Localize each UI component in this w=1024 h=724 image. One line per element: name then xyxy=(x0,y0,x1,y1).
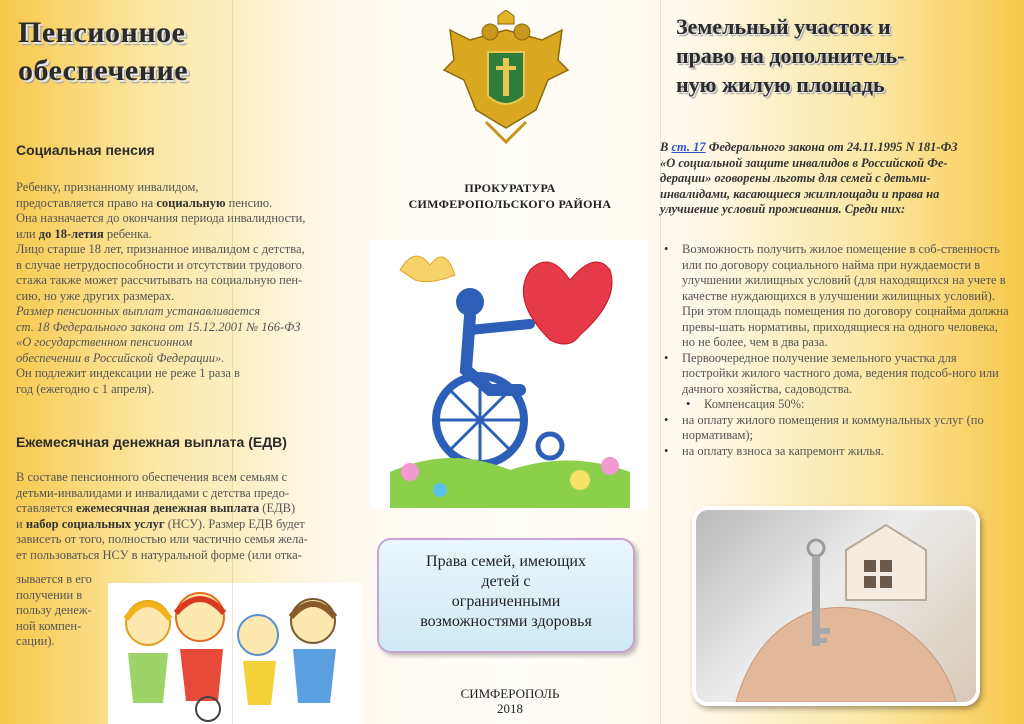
wheelchair-heart-illustration xyxy=(370,240,648,508)
text-line: детьми-инвалидами и инвалидами с детства предо- xyxy=(16,485,290,500)
pension-title: Пенсионное обеспечение xyxy=(18,16,189,87)
text-line: стажа также может рассчитывать на социальную пен- xyxy=(16,273,303,287)
text-line: или до 18-летия ребенка. xyxy=(16,226,152,241)
text-line: сации). xyxy=(16,634,55,648)
box-line: возможностями здоровья xyxy=(420,613,592,630)
text-line: ставляется ежемесячная денежная выплата (ЕДВ) xyxy=(16,501,296,515)
fold-line xyxy=(232,0,233,724)
text-line: Размер пенсионных выплат устанавливается xyxy=(16,304,261,318)
prosecutor-emblem-icon xyxy=(440,10,572,150)
middle-panel xyxy=(360,0,660,724)
social-pension-heading: Социальная пенсия xyxy=(16,142,155,158)
list-item: • на оплату взноса за капремонт жилья. xyxy=(660,444,1012,460)
text-line: год (ежегодно с 1 апреля). xyxy=(16,381,155,396)
text-line: Он подлежит индексации не реже 1 раза в xyxy=(16,366,240,380)
city-name: СИМФЕРОПОЛЬ xyxy=(460,686,560,701)
box-line: детей с xyxy=(481,573,531,590)
city-year xyxy=(360,686,660,716)
land-title: Земельный участок и право на дополнитель- ную жилую площадь xyxy=(676,14,905,97)
edv-heading: Ежемесячная денежная выплата (ЕДВ) xyxy=(16,434,287,450)
text-line: улучшение условий проживания. Среди них: xyxy=(660,202,906,216)
house-key-photo xyxy=(692,506,980,706)
text-line: инвалидами, касающиеся жилплощади и права на xyxy=(660,186,940,201)
text-line: пользу денеж- xyxy=(16,603,92,617)
text-line: получении в xyxy=(16,587,83,602)
children-drawing-image xyxy=(108,583,362,724)
text-line: Она назначается до окончания периода инвалидности, xyxy=(16,211,306,225)
left-panel xyxy=(0,0,360,724)
box-line: ограниченными xyxy=(451,593,561,610)
law-intro xyxy=(660,140,1010,218)
text-line: сию, но уже других размерах. xyxy=(16,288,175,303)
text-line: в случае нетрудоспособности и отсутствии трудового xyxy=(16,257,303,272)
text-line: В ст. 17 Федерального закона от 24.11.1995 N 181-ФЗ xyxy=(660,140,958,154)
list-item: • Компенсация 50%: xyxy=(660,397,1012,413)
text-line: Лицо старше 18 лет, признанное инвалидом с детства, xyxy=(16,242,305,256)
text-line: ной компен- xyxy=(16,618,82,633)
text-line: Ребенку, признанному инвалидом, xyxy=(16,180,199,194)
text-line: дерации» оговорены льготы для семей с детьми- xyxy=(660,171,931,185)
list-item: • Возможность получить жилое помещение в соб-ственность или по договору социального найма при нуждаемости в улучшении жилищных условий (для находящихся на учете в качестве нуждающихся в улучшении жилищных условий). При этом площадь помещения по договору соцнайма должна превы-шать нормативы, приходящиеся на одного человека, но не более, чем в два раза. xyxy=(660,242,1012,351)
box-line: Права семей, имеющих xyxy=(426,553,586,570)
text-line: «О государственном пенсионном xyxy=(16,335,193,349)
organization-name xyxy=(360,180,660,212)
social-pension-text xyxy=(16,180,356,397)
rights-title-box xyxy=(377,538,635,653)
benefits-list xyxy=(660,242,1012,459)
text-line: «О социальной защите инвалидов в Российской Фе- xyxy=(660,155,948,170)
text-line: В составе пенсионного обеспечения всем семьям с xyxy=(16,470,288,484)
text-line: ет пользоваться НСУ в натуральной форме (или отка- xyxy=(16,547,302,562)
edv-text-continued xyxy=(16,572,106,650)
org-line: СИМФЕРОПОЛЬСКОГО РАЙОНА xyxy=(408,197,612,211)
text-line: зависеть от того, полностью или частично семья жела- xyxy=(16,532,308,546)
edv-text xyxy=(16,470,356,563)
org-line: ПРОКУРАТУРА xyxy=(464,181,556,195)
right-panel xyxy=(660,0,1024,724)
list-item: • на оплату жилого помещения и коммунальных услуг (по нормативам); xyxy=(660,413,1012,444)
year: 2018 xyxy=(497,701,523,716)
text-line: ст. 18 Федерального закона от 15.12.2001 № 166-ФЗ xyxy=(16,319,301,334)
text-line: обеспечении в Российской Федерации». xyxy=(16,350,225,365)
text-line: предоставляется право на социальную пенсию. xyxy=(16,195,273,210)
list-item: • Первоочередное получение земельного участка для постройки жилого частного дома, ведения подсоб-ного или дачного хозяйства, садоводства. xyxy=(660,351,1012,398)
law-article-link[interactable]: ст. 17 xyxy=(671,140,706,154)
text-line: зывается в его xyxy=(16,572,92,586)
text-line: и набор социальных услуг (НСУ). Размер ЕДВ будет xyxy=(16,516,305,531)
